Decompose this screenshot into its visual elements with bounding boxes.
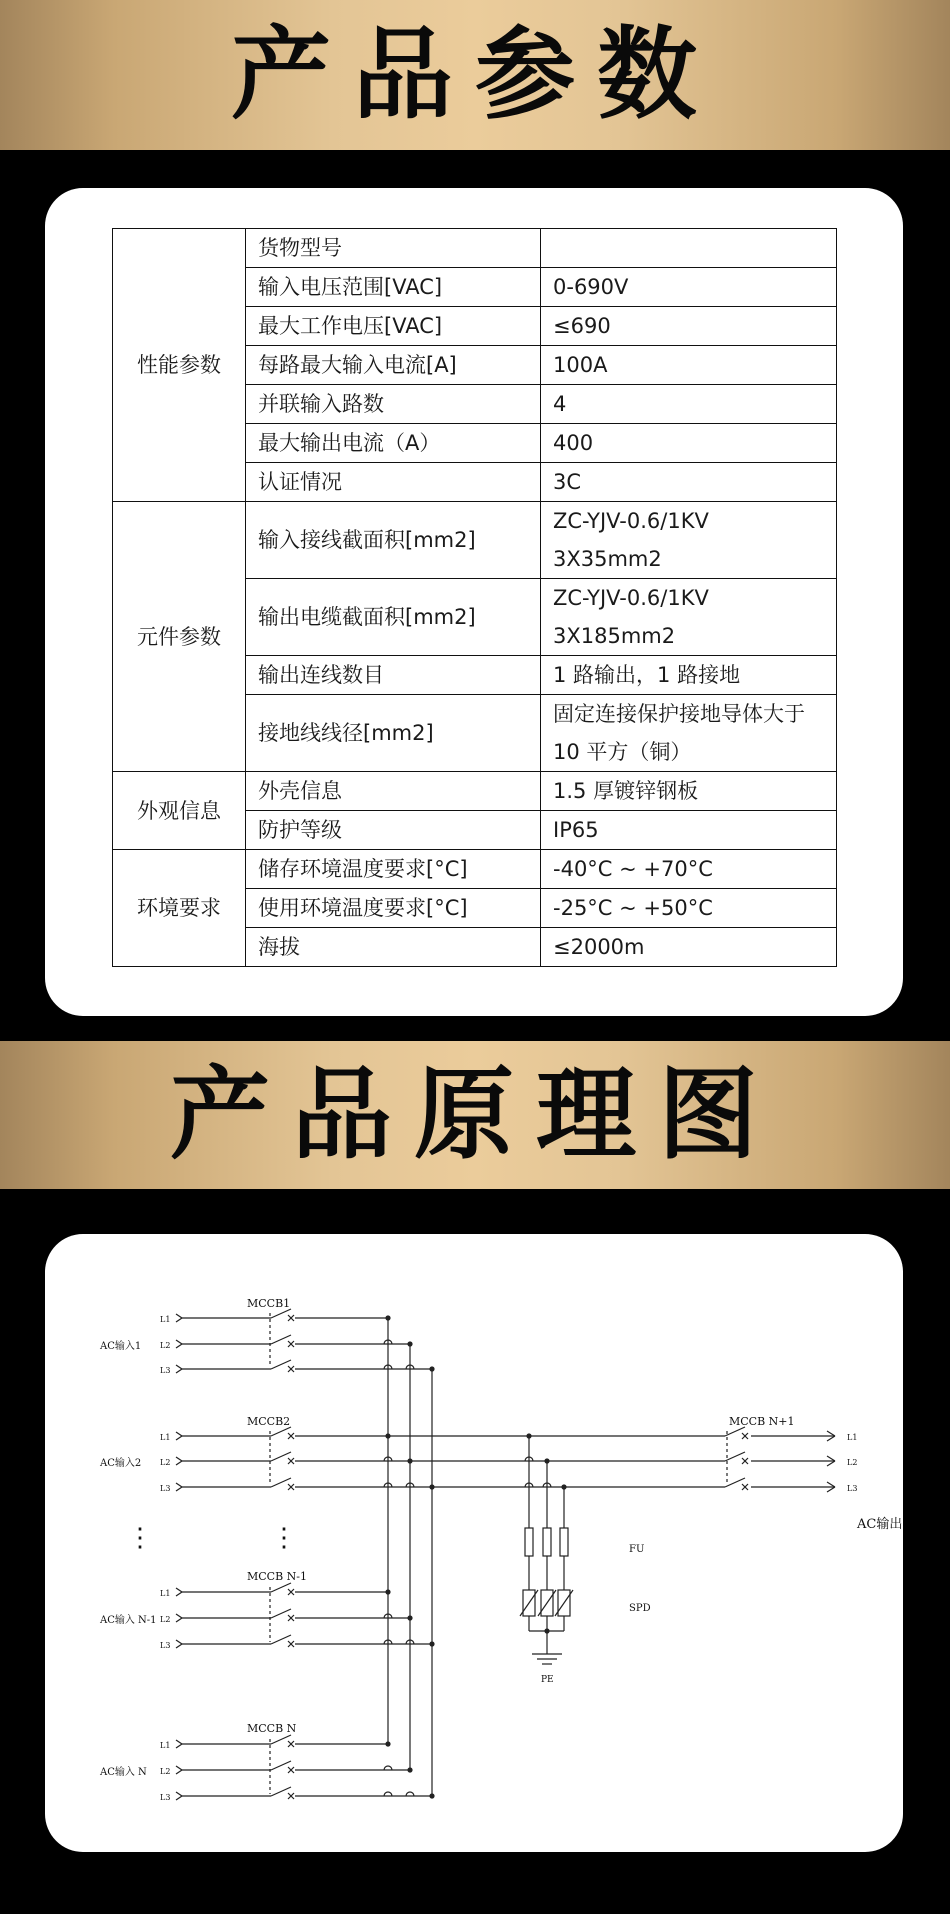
param-value-line: 3X185mm2 <box>553 624 676 648</box>
phase-label: L1 <box>160 1589 171 1598</box>
param-label: 认证情况 <box>246 463 541 502</box>
tap-junction <box>561 1484 566 1489</box>
phase-label: L1 <box>160 1433 171 1442</box>
banner-title: 产品参数 <box>231 16 719 133</box>
banner-product-schematic <box>0 1041 950 1189</box>
input-arrow <box>176 1618 182 1622</box>
table-row <box>113 229 837 268</box>
param-label: 防护等级 <box>246 811 541 850</box>
phase-label: L3 <box>160 1641 171 1650</box>
input-arrow <box>176 1436 182 1440</box>
input-arrow <box>176 1483 182 1487</box>
input-group-label: AC输入1 <box>100 1341 142 1352</box>
phase-label: L1 <box>847 1433 858 1442</box>
labels <box>99 1297 902 1802</box>
fuse <box>560 1528 568 1556</box>
spd-label: SPD <box>629 1603 651 1614</box>
breaker-contact <box>271 1735 291 1744</box>
bus-junction <box>407 1615 412 1620</box>
param-label: 货物型号 <box>246 229 541 268</box>
ellipsis-left: ⋮ <box>127 1523 153 1553</box>
breaker-contact <box>725 1427 745 1436</box>
schematic-card <box>45 1234 903 1852</box>
param-value: IP65 <box>541 811 837 850</box>
phase-label: L2 <box>160 1458 171 1467</box>
breaker-contact <box>271 1360 291 1369</box>
ground-junction <box>544 1628 549 1633</box>
tap-junction <box>526 1433 531 1438</box>
fuse <box>543 1528 551 1556</box>
param-label: 每路最大输入电流[A] <box>246 346 541 385</box>
bus-junction <box>429 1793 434 1798</box>
input-arrow <box>176 1487 182 1491</box>
banner-title: 产品原理图 <box>170 1056 780 1173</box>
output-label: AC输出 <box>857 1517 903 1532</box>
bus-junction <box>429 1641 434 1646</box>
bus-junction <box>407 1341 412 1346</box>
category-cell: 外观信息 <box>113 772 246 850</box>
input-arrow <box>176 1792 182 1796</box>
phase-label: L3 <box>847 1484 858 1493</box>
param-value: 400 <box>541 424 837 463</box>
spec-card <box>45 188 903 1016</box>
fuse <box>525 1528 533 1556</box>
input-group-label: AC输入 N-1 <box>100 1615 157 1626</box>
category-cell: 环境要求 <box>113 850 246 967</box>
param-label: 外壳信息 <box>246 772 541 811</box>
param-value: ≤2000m <box>541 928 837 967</box>
output-arrow <box>827 1482 835 1487</box>
input-arrow <box>176 1766 182 1770</box>
breaker-contact <box>271 1761 291 1770</box>
bus-junction <box>385 1433 390 1438</box>
param-label: 最大输出电流（A） <box>246 424 541 463</box>
param-value: 4 <box>541 385 837 424</box>
bus-junction <box>407 1767 412 1772</box>
input-arrow <box>176 1592 182 1596</box>
breaker-contact <box>725 1478 745 1487</box>
input-arrow <box>176 1740 182 1744</box>
bus-junction <box>429 1484 434 1489</box>
ellipsis-breakers: ⋮ <box>271 1523 297 1553</box>
param-value <box>541 695 837 772</box>
table-row <box>113 850 837 889</box>
input-group-label: AC输入 N <box>100 1767 147 1778</box>
param-label: 最大工作电压[VAC] <box>246 307 541 346</box>
input-arrow <box>176 1344 182 1348</box>
phase-label: L3 <box>160 1484 171 1493</box>
input-arrow <box>176 1644 182 1648</box>
breaker-label: MCCB1 <box>247 1297 291 1310</box>
param-value: 1 路输出，1 路接地 <box>541 656 837 695</box>
breaker-contact <box>271 1583 291 1592</box>
input-arrow <box>176 1796 182 1800</box>
param-label: 输出连线数目 <box>246 656 541 695</box>
param-label: 输出电缆截面积[mm2] <box>246 579 541 656</box>
input-arrow <box>176 1457 182 1461</box>
breaker-contact <box>271 1427 291 1436</box>
phase-label: L1 <box>160 1741 171 1750</box>
phase-label: L2 <box>160 1341 171 1350</box>
breaker-contact <box>271 1787 291 1796</box>
breaker-contact <box>271 1478 291 1487</box>
breaker-contact <box>271 1609 291 1618</box>
bus-junction <box>385 1315 390 1320</box>
param-label: 接地线线径[mm2] <box>246 695 541 772</box>
input-arrow <box>176 1640 182 1644</box>
table-row <box>113 772 837 811</box>
banner-product-parameters <box>0 0 950 150</box>
param-value <box>541 229 837 268</box>
param-value <box>541 502 837 579</box>
phase-label: L3 <box>160 1793 171 1802</box>
param-value-line: ZC-YJV-0.6/1KV <box>553 586 709 610</box>
pe-label: PE <box>541 1675 554 1685</box>
output-arrow <box>827 1456 835 1461</box>
category-cell: 元件参数 <box>113 502 246 772</box>
table-row <box>113 502 837 579</box>
input-arrow <box>176 1318 182 1322</box>
param-label: 并联输入路数 <box>246 385 541 424</box>
param-value-line: 10 平方（铜） <box>553 740 692 764</box>
phase-label: L1 <box>160 1315 171 1324</box>
param-value: -25°C ~ +50°C <box>541 889 837 928</box>
param-value <box>541 579 837 656</box>
input-arrow <box>176 1369 182 1373</box>
breaker-label: MCCB N-1 <box>247 1570 308 1583</box>
schematic-diagram <box>45 1234 903 1852</box>
param-value: -40°C ~ +70°C <box>541 850 837 889</box>
output-arrow <box>827 1487 835 1492</box>
param-value-line: 3X35mm2 <box>553 547 662 571</box>
phase-label: L2 <box>847 1458 858 1467</box>
output-breaker-label: MCCB N+1 <box>729 1415 795 1428</box>
param-label: 储存环境温度要求[°C] <box>246 850 541 889</box>
param-value: 0-690V <box>541 268 837 307</box>
param-value-line: ZC-YJV-0.6/1KV <box>553 509 709 533</box>
param-label: 使用环境温度要求[°C] <box>246 889 541 928</box>
param-label: 输入接线截面积[mm2] <box>246 502 541 579</box>
param-value: ≤690 <box>541 307 837 346</box>
input-arrow <box>176 1432 182 1436</box>
bus-junction <box>429 1366 434 1371</box>
param-value: 3C <box>541 463 837 502</box>
breaker-contact <box>271 1635 291 1644</box>
bus-junction <box>385 1741 390 1746</box>
param-value: 1.5 厚镀锌钢板 <box>541 772 837 811</box>
breaker-label: MCCB2 <box>247 1415 291 1428</box>
input-arrow <box>176 1588 182 1592</box>
phase-label: L3 <box>160 1366 171 1375</box>
input-arrow <box>176 1614 182 1618</box>
phase-label: L2 <box>160 1767 171 1776</box>
param-value: 100A <box>541 346 837 385</box>
breaker-label: MCCB N <box>247 1722 297 1735</box>
input-arrow <box>176 1770 182 1774</box>
breaker-contact <box>271 1335 291 1344</box>
symbols <box>270 1309 748 1799</box>
input-arrow <box>176 1461 182 1465</box>
spec-table <box>112 228 837 967</box>
param-label: 输入电压范围[VAC] <box>246 268 541 307</box>
input-arrow <box>176 1340 182 1344</box>
breaker-contact <box>271 1452 291 1461</box>
input-arrow <box>176 1314 182 1318</box>
phase-label: L2 <box>160 1615 171 1624</box>
input-group-label: AC输入2 <box>100 1458 142 1469</box>
input-arrow <box>176 1365 182 1369</box>
breaker-contact <box>725 1452 745 1461</box>
fuse-label: FU <box>629 1544 645 1555</box>
param-label: 海拔 <box>246 928 541 967</box>
output-arrow <box>827 1461 835 1466</box>
input-arrow <box>176 1744 182 1748</box>
tap-junction <box>544 1458 549 1463</box>
param-value-line: 固定连接保护接地导体大于 <box>553 702 805 726</box>
bus-junction <box>407 1458 412 1463</box>
category-cell: 性能参数 <box>113 229 246 502</box>
output-arrow <box>827 1436 835 1441</box>
output-arrow <box>827 1431 835 1436</box>
breaker-contact <box>271 1309 291 1318</box>
bus-junction <box>385 1589 390 1594</box>
